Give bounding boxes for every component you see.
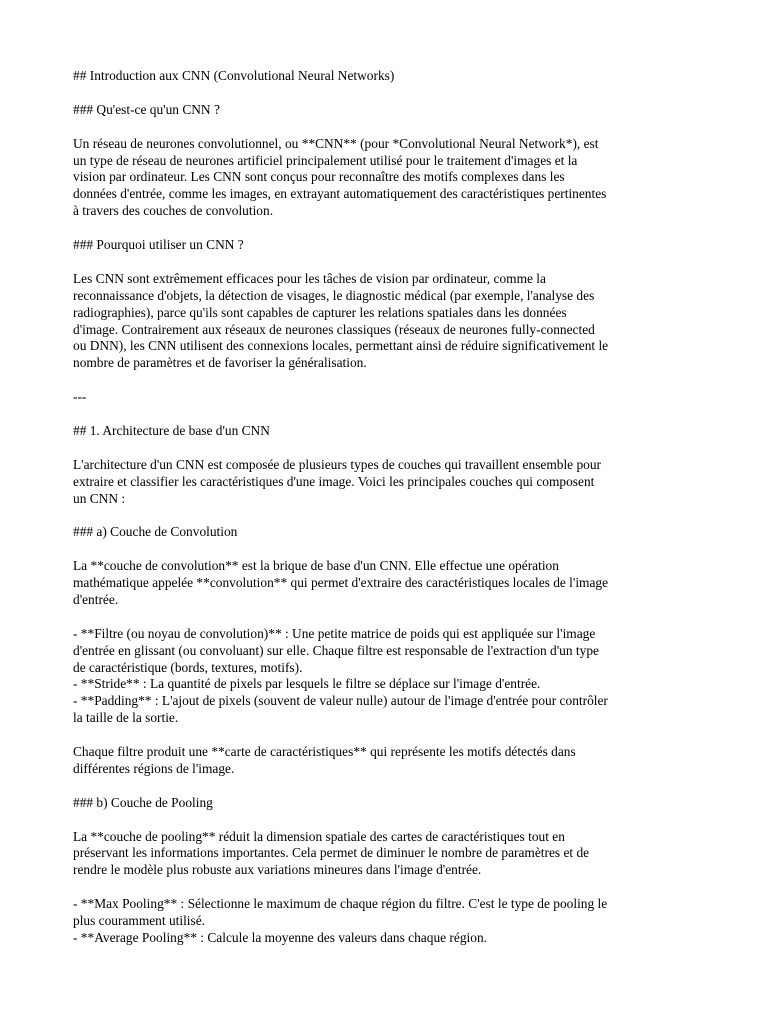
separator: ---: [73, 389, 87, 405]
paragraph-what-is-cnn: Un réseau de neurones convolutionnel, ou **CNN** (pour *Convolutional Neural Network*), est un type de réseau de neurones artificiel principalement utilisé pour le traitement d'images et la vision par ordinateur. Les CNN sont conçus pour reconnaître des motifs complexes dans les données d'entrée, comme les images, en extrayant automatiquement des caractéristiques pertinentes à travers des couches de convolution.: [73, 135, 607, 219]
heading-what-is-cnn: ### Qu'est-ce qu'un CNN ?: [73, 101, 220, 117]
paragraph-feature-map: Chaque filtre produit une **carte de caractéristiques** qui représente les motifs détectés dans différentes régions de l'image.: [73, 744, 576, 776]
list-item: - **Padding** : L'ajout de pixels (souvent de valeur nulle) autour de l'image d'entrée pour contrôler la taille de la sortie.: [73, 693, 608, 726]
paragraph-architecture: L'architecture d'un CNN est composée de plusieurs types de couches qui travaillent ensemble pour extraire et classifier les caractéristiques d'une image. Voici les principales couches qui composent un CNN :: [73, 456, 602, 506]
paragraph-pooling-layer: La **couche de pooling** réduit la dimension spatiale des cartes de caractéristiques tout en préservant les informations importantes. Cela permet de diminuer le nombre de paramètres et de rendre le modèle plus robuste aux variations mineures dans l'image d'entrée.: [73, 828, 590, 878]
paragraph-why-cnn: Les CNN sont extrêmement efficaces pour les tâches de vision par ordinateur, comme la reconnaissance d'objets, la détection de visages, le diagnostic médical (par exemple, l'analyse des radiographies), parce qu'ils sont capables de capturer les relations spatiales dans les données d'image. Contrairement aux réseaux de neurones classiques (réseaux de neurones fully-connected ou DNN), les CNN utilisent des connexions locales, permettant ainsi de réduire significativement le nombre de paramètres et de favoriser la généralisation.: [73, 270, 609, 371]
list-item: - **Filtre (ou noyau de convolution)** : Une petite matrice de poids qui est appliquée sur l'image d'entrée en glissant (ou convoluant) sur elle. Chaque filtre est responsable de l'extraction d'un type de caractéristique (bords, textures, motifs).: [73, 625, 599, 675]
paragraph-convolution-layer: La **couche de convolution** est la brique de base d'un CNN. Elle effectue une opération mathématique appelée **convolution** qui permet d'extraire des caractéristiques locales de l'image d'entrée.: [73, 558, 609, 607]
document-page: [73, 68, 695, 964]
convolution-list: [73, 626, 695, 727]
list-item: - **Average Pooling** : Calcule la moyenne des valeurs dans chaque région.: [73, 930, 487, 945]
heading-why-cnn: ### Pourquoi utiliser un CNN ?: [73, 237, 244, 253]
heading-convolution-layer: ### a) Couche de Convolution: [73, 524, 238, 540]
heading-introduction: ## Introduction aux CNN (Convolutional Neural Networks): [73, 68, 395, 83]
heading-architecture: ## 1. Architecture de base d'un CNN: [73, 422, 270, 438]
heading-pooling-layer: ### b) Couche de Pooling: [73, 794, 213, 810]
pooling-list: [73, 896, 695, 947]
list-item: - **Max Pooling** : Sélectionne le maximum de chaque région du filtre. C'est le type de pooling le plus couramment utilisé.: [73, 896, 608, 929]
list-item: - **Stride** : La quantité de pixels par lesquels le filtre se déplace sur l'image d'entrée.: [73, 676, 541, 692]
